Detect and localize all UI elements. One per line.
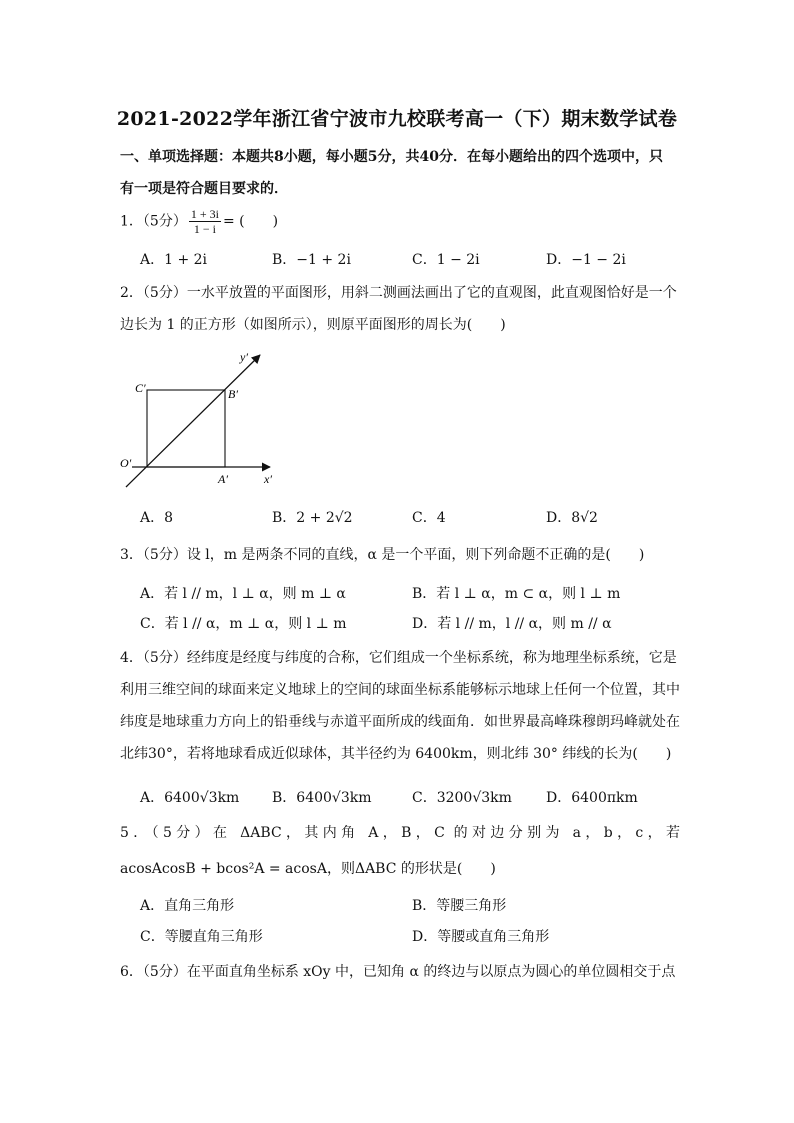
- label-x: x′: [264, 472, 272, 486]
- q1-option-d: D．−1 − 2i: [546, 252, 626, 268]
- q1-numerator: 1 + 3i: [190, 207, 219, 221]
- q1-option-a: A．1 + 2i: [140, 252, 208, 268]
- label-b: B′: [228, 387, 238, 401]
- q6-line1: 6．（5分）在平面直角坐标系 xOy 中，已知角 α 的终边与以原点为圆心的单位圆相交于点: [120, 964, 676, 980]
- q2-option-a: A．8: [140, 510, 174, 526]
- q3-option-a: A．若 l // m，l ⊥ α，则 m ⊥ α: [140, 586, 346, 602]
- q1-prefix: 1．（5分）: [120, 213, 187, 230]
- q1-denominator: 1 − i: [193, 222, 216, 236]
- label-y: y′: [240, 350, 248, 364]
- q3-option-c: C．若 l // α，m ⊥ α，则 l ⊥ m: [140, 616, 347, 632]
- q2-line1: 2．（5分）一水平放置的平面图形，用斜二测画法画出了它的直观图，此直观图恰好是一个: [120, 285, 677, 301]
- q3-line1: 3．（5分）设 l，m 是两条不同的直线，α 是一个平面，则下列命题不正确的是( ): [120, 547, 645, 563]
- section-heading-line2: 有一项是符合题目要求的．: [120, 181, 288, 197]
- q4-line3: 纬度是地球重力方向上的铅垂线与赤道平面所成的线面角．如世界最高峰珠穆朗玛峰就处在: [120, 714, 680, 730]
- q5-line2: acosAcosB + bcos²A = acosA，则ΔABC 的形状是( ): [120, 861, 496, 877]
- q5-option-a: A．直角三角形: [140, 898, 235, 914]
- label-c: C′: [135, 381, 146, 395]
- exam-title: 2021-2022学年浙江省宁波市九校联考高一（下）期末数学试卷: [116, 108, 678, 130]
- q4-option-d: D．6400πkm: [546, 790, 638, 806]
- oblique-square-figure: [112, 345, 282, 495]
- label-o: O′: [120, 456, 132, 470]
- q4-line4: 北纬30°，若将地球看成近似球体，其半径约为 6400km，则北纬 30° 纬线的长为( ): [120, 746, 672, 762]
- q4-option-b: B．6400√3km: [272, 790, 372, 806]
- q1-option-b: B．−1 + 2i: [272, 252, 351, 268]
- section-heading-line1: 一、单项选择题：本题共8小题，每小题5分，共40分．在每小题给出的四个选项中，只: [120, 149, 663, 165]
- q5-option-d: D．等腰或直角三角形: [412, 929, 550, 945]
- q1-suffix: = ( ): [222, 213, 279, 230]
- q5-option-c: C．等腰直角三角形: [140, 929, 263, 945]
- q4-option-a: A．6400√3km: [140, 790, 240, 806]
- q3-option-b: B．若 l ⊥ α，m ⊂ α，则 l ⊥ m: [412, 586, 621, 602]
- q1-option-c: C．1 − 2i: [412, 252, 480, 268]
- q4-line2: 利用三维空间的球面来定义地球上的空间的球面坐标系能够标示地球上任何一个位置，其中: [120, 682, 680, 698]
- q1-fraction: [189, 207, 221, 236]
- q2-option-d: D．8√2: [546, 510, 598, 526]
- q2-option-b: B．2 + 2√2: [272, 510, 353, 526]
- q2-line2: 边长为 1 的正方形（如图所示），则原平面图形的周长为( ): [120, 317, 506, 333]
- question-1: [120, 207, 680, 236]
- q2-option-c: C．4: [412, 510, 446, 526]
- q3-option-d: D．若 l // m，l // α，则 m // α: [412, 616, 612, 632]
- q4-line1: 4．（5分）经纬度是经度与纬度的合称，它们组成一个坐标系统，称为地理坐标系统，它是: [120, 650, 677, 666]
- label-a: A′: [218, 472, 228, 486]
- q4-option-c: C．3200√3km: [412, 790, 512, 806]
- q5-line1: 5．（5分）在 ΔABC，其内角 A，B，C 的对边分别为 a，b，c，若: [120, 825, 680, 841]
- q5-option-b: B．等腰三角形: [412, 898, 507, 914]
